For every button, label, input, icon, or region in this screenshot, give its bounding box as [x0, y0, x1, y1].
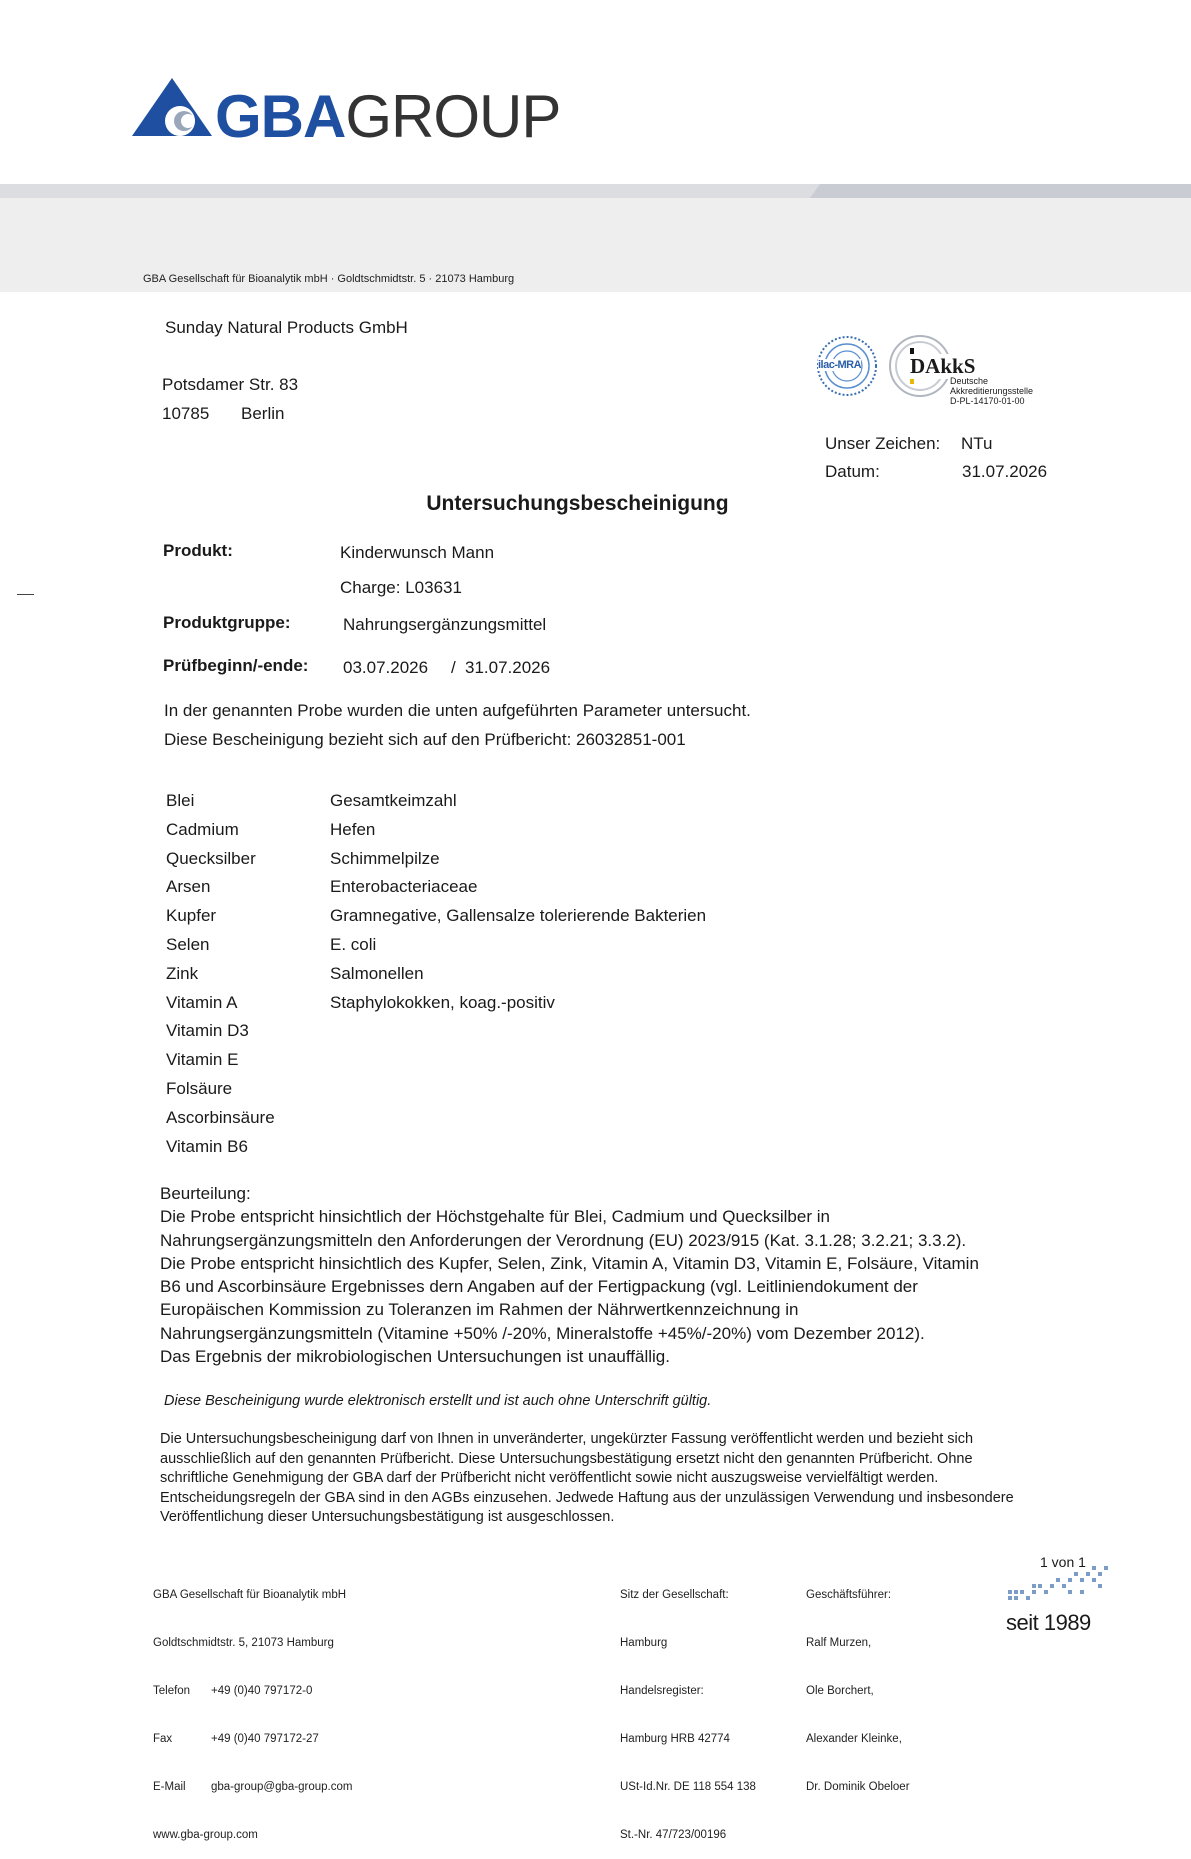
parameter-row: [166, 1137, 706, 1166]
dakks-id: D-PL-14170-01-00: [950, 396, 1025, 406]
legal-line: Die Untersuchungsbescheinigung darf von Ihnen in unveränderter, ungekürzter Fassung veröffentlicht werden und bezieht sich: [160, 1431, 974, 1447]
parameter-microbiological: [330, 1050, 706, 1079]
parameter-chemical: Kupfer: [166, 906, 217, 926]
parameter-row: [166, 993, 706, 1022]
legal-line: ausschließlich auf den genannten Prüfbericht. Diese Untersuchungsbestätigung ersetzt nicht den genannten Prüfbericht. Ohne: [160, 1450, 973, 1467]
parameter-microbiological: Hefen: [330, 819, 376, 839]
recipient-zip: 10785: [162, 404, 210, 423]
footer-email[interactable]: gba-group@gba-group.com: [211, 1781, 353, 1793]
charge-value: Charge: L03631: [340, 578, 462, 597]
footer-address: Goldtschmidtstr. 5, 21073 Hamburg: [153, 1637, 334, 1649]
parameter-microbiological: [330, 1079, 706, 1108]
parameter-microbiological: [330, 1108, 706, 1137]
parameter-chemical: Cadmium: [166, 819, 239, 839]
footer-stnr: St.-Nr. 47/723/00196: [620, 1829, 727, 1841]
datum-value: 31.07.2026: [962, 462, 1048, 481]
footer-management-block: [806, 1555, 910, 1811]
legal-line: Entscheidungsregeln der GBA sind in den AGBs einzusehen. Jedwede Haftung aus der unzulässigen Verwendung und insbesondere: [160, 1489, 1014, 1506]
parameter-row: [166, 849, 706, 878]
produktgruppe-value: Nahrungsergänzungsmittel: [343, 615, 547, 634]
parameter-microbiological: Staphylokokken, koag.-positiv: [330, 992, 555, 1012]
zeichen-value: NTu: [961, 434, 993, 453]
footer-telefon: +49 (0)40 797172-0: [211, 1685, 313, 1697]
footer-register-block: [620, 1555, 756, 1859]
dakks-logo: [888, 334, 1048, 410]
assessment-line: Die Probe entspricht hinsichtlich der Höchstgehalte für Blei, Cadmium und Quecksilber in: [160, 1207, 830, 1227]
intro-line2: Diese Bescheinigung bezieht sich auf den Prüfbericht: 26032851-001: [164, 730, 686, 749]
parameter-row: [166, 820, 706, 849]
parameter-chemical: Vitamin B6: [166, 1136, 248, 1156]
footer-register-label: Handelsregister:: [620, 1685, 704, 1697]
parameter-row: [166, 1079, 706, 1108]
ilac-mra-logo: [816, 335, 878, 402]
dakks-line1: Deutsche: [950, 376, 989, 386]
footer-register: Hamburg HRB 42774: [620, 1733, 730, 1745]
parameter-row: [166, 1050, 706, 1079]
assessment-block: [160, 1182, 1080, 1368]
parameter-microbiological: Enterobacteriaceae: [330, 877, 478, 897]
produkt-label: Produkt:: [163, 541, 233, 560]
parameter-microbiological: [330, 1137, 706, 1166]
produkt-value: Kinderwunsch Mann: [340, 543, 495, 562]
intro-line1: In der genannten Probe wurden die unten aufgeführten Parameter untersucht.: [164, 701, 751, 720]
produktgruppe-label: Produktgruppe:: [163, 613, 291, 632]
parameter-chemical: Zink: [166, 963, 199, 983]
recipient-street: Potsdamer Str. 83: [162, 375, 299, 394]
pruefende-value: 31.07.2026: [465, 658, 551, 677]
footer-fax: +49 (0)40 797172-27: [211, 1733, 319, 1745]
parameter-microbiological: [330, 1021, 706, 1050]
footer-sitz: Hamburg: [620, 1637, 668, 1649]
parameter-chemical: Folsäure: [166, 1078, 233, 1098]
parameter-microbiological: E. coli: [330, 934, 377, 954]
page-number: 1 von 1: [1040, 1554, 1086, 1570]
footer-gf1: Ralf Murzen,: [806, 1637, 872, 1649]
footer-ust: USt-Id.Nr. DE 118 554 138: [620, 1781, 756, 1793]
legal-line: schriftliche Genehmigung der GBA darf der Prüfbericht nicht veröffentlicht sowie nicht auszugsweise vervielfältigt werden.: [160, 1470, 939, 1487]
header-stripe-accent: [810, 184, 1191, 198]
assessment-line: Die Probe entspricht hinsichtlich des Kupfer, Selen, Zink, Vitamin A, Vitamin D3, Vitamin E, Folsäure, Vitamin: [160, 1253, 979, 1273]
gba-logo-mark-icon: [130, 76, 214, 138]
assessment-line: Nahrungsergänzungsmitteln (Vitamine +50% /-20%, Mineralstoffe +45%/-20%) vom Dezember 2012).: [160, 1323, 925, 1343]
footer-gf-label: Geschäftsführer:: [806, 1589, 892, 1601]
parameter-table: [166, 791, 706, 1165]
parameter-chemical: Ascorbinsäure: [166, 1107, 275, 1127]
parameter-microbiological: Gramnegative, Gallensalze tolerierende Bakterien: [330, 906, 707, 926]
footer-company-block: [153, 1555, 352, 1859]
since-year: seit 1989: [1006, 1610, 1091, 1635]
pruefzeitraum-label: Prüfbeginn/-ende:: [163, 656, 309, 675]
parameter-row: [166, 964, 706, 993]
recipient-city: Berlin: [241, 404, 285, 423]
footer-fax-label: Fax: [153, 1733, 173, 1745]
parameter-chemical: Vitamin D3: [166, 1021, 249, 1041]
parameter-row: [166, 1021, 706, 1050]
footer-email-label: E-Mail: [153, 1781, 186, 1793]
assessment-line: Europäischen Kommission zu Toleranzen im Rahmen der Nährwertkennzeichnung in: [160, 1300, 799, 1320]
parameter-row: [166, 935, 706, 964]
parameter-row: [166, 1108, 706, 1137]
footer-gf4: Dr. Dominik Obeloer: [806, 1781, 910, 1793]
footer-telefon-label: Telefon: [153, 1685, 191, 1697]
dakks-title: DAkkS: [910, 354, 976, 378]
footer-web[interactable]: www.gba-group.com: [153, 1829, 258, 1841]
parameter-chemical: Vitamin E: [166, 1050, 239, 1070]
document-title: Untersuchungsbescheinigung: [426, 492, 729, 515]
assessment-line: Nahrungsergänzungsmitteln den Anforderungen der Verordnung (EU) 2023/915 (Kat. 3.1.28; 3.2.21; 3.3.2).: [160, 1230, 967, 1250]
parameter-microbiological: Schimmelpilze: [330, 848, 440, 868]
pixel-pattern-icon: [1006, 1560, 1110, 1612]
parameter-row: [166, 906, 706, 935]
datum-label: Datum:: [825, 462, 880, 481]
parameter-row: [166, 877, 706, 906]
fold-mark: [17, 594, 34, 595]
parameter-chemical: Selen: [166, 934, 210, 954]
parameter-chemical: Blei: [166, 791, 195, 810]
dakks-line2: Akkreditierungsstelle: [950, 386, 1034, 396]
footer-sitz-label: Sitz der Gesellschaft:: [620, 1589, 729, 1601]
assessment-heading: Beurteilung:: [160, 1184, 251, 1203]
parameter-microbiological: Salmonellen: [330, 963, 424, 983]
legal-notice: [160, 1430, 1100, 1528]
parameter-row: [166, 791, 706, 820]
footer-gf3: Alexander Kleinke,: [806, 1733, 902, 1745]
gba-logo-text: GBAGROUP: [215, 83, 561, 150]
electronic-note: Diese Bescheinigung wurde elektronisch erstellt und ist auch ohne Unterschrift gültig.: [164, 1393, 712, 1409]
recipient-company: Sunday Natural Products GmbH: [165, 318, 408, 337]
parameter-chemical: Vitamin A: [166, 992, 238, 1012]
pruef-separator: /: [451, 658, 456, 677]
sender-line: GBA Gesellschaft für Bioanalytik mbH · Goldtschmidtstr. 5 · 21073 Hamburg: [143, 273, 515, 285]
assessment-line: Das Ergebnis der mikrobiologischen Untersuchungen ist unauffällig.: [160, 1347, 670, 1367]
parameter-chemical: Arsen: [166, 877, 211, 897]
pruefbeginn-value: 03.07.2026: [343, 658, 429, 677]
parameter-chemical: Quecksilber: [166, 848, 256, 868]
parameter-microbiological: Gesamtkeimzahl: [330, 791, 457, 810]
assessment-line: B6 und Ascorbinsäure Ergebnisses dern Angaben auf der Fertigpackung (vgl. Leitliniendokument der: [160, 1277, 918, 1297]
legal-line: Veröffentlichung dieser Untersuchungsbestätigung ist ausgeschlossen.: [160, 1509, 615, 1526]
ilac-mra-label: ilac-MRA: [818, 359, 862, 371]
footer-company: GBA Gesellschaft für Bioanalytik mbH: [153, 1589, 347, 1601]
footer-gf2: Ole Borchert,: [806, 1685, 874, 1697]
zeichen-label: Unser Zeichen:: [825, 434, 941, 453]
